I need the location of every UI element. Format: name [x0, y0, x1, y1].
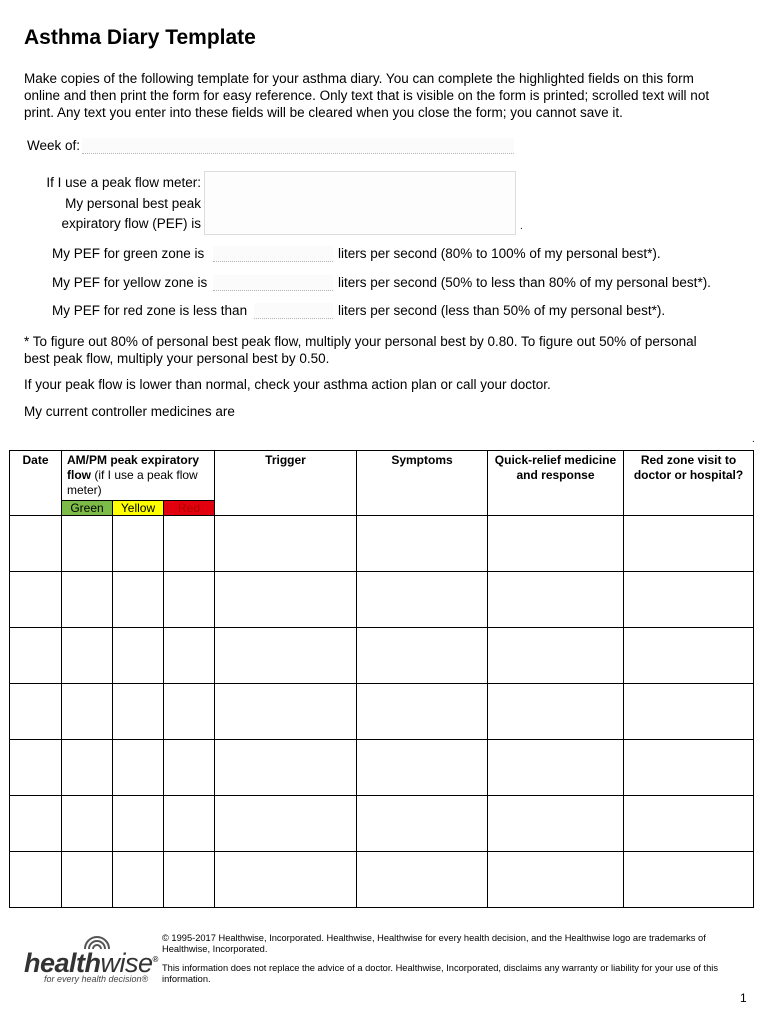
symptoms-cell[interactable] — [357, 796, 488, 852]
quick-relief-cell[interactable] — [488, 516, 624, 572]
trigger-cell[interactable] — [215, 628, 357, 684]
red-flow-cell[interactable] — [164, 628, 215, 684]
zone-legend — [62, 500, 214, 515]
table-row — [10, 572, 754, 628]
date-cell[interactable] — [10, 740, 62, 796]
trigger-cell[interactable] — [215, 516, 357, 572]
personal-best-label: If I use a peak flow meter: My personal best peak expiratory flow (PEF) is — [46, 175, 201, 231]
symptoms-header: Symptoms — [357, 451, 488, 516]
date-header: Date — [10, 451, 62, 516]
date-cell[interactable] — [10, 572, 62, 628]
yellow-zone-header: Yellow — [112, 500, 163, 515]
disclaimer-notice: This information does not replace the advice of a doctor. Healthwise, Incorporated, disclaims any warranty or liability for your use of this information. — [162, 963, 719, 984]
table-row — [10, 628, 754, 684]
green-flow-cell[interactable] — [62, 572, 113, 628]
yellow-flow-cell[interactable] — [113, 852, 164, 908]
yellow-zone-suffix: liters per second (50% to less than 80% of my personal best*). — [338, 275, 711, 290]
date-cell[interactable] — [10, 852, 62, 908]
trailing-period: . — [520, 221, 523, 232]
symptoms-cell[interactable] — [357, 740, 488, 796]
red-zone-visit-cell[interactable] — [624, 740, 754, 796]
intro-line: print. Any text you enter into these fields will be cleared when you close the form; you cannot save it. — [24, 105, 623, 120]
date-cell[interactable] — [10, 684, 62, 740]
week-of-label: Week of: — [27, 138, 81, 153]
table-header-row — [10, 451, 754, 516]
table-row — [10, 740, 754, 796]
red-zone-visit-cell[interactable] — [624, 628, 754, 684]
yellow-flow-cell[interactable] — [113, 628, 164, 684]
green-zone-field[interactable] — [213, 246, 333, 262]
red-flow-cell[interactable] — [164, 684, 215, 740]
yellow-flow-cell[interactable] — [113, 796, 164, 852]
yellow-flow-cell[interactable] — [113, 516, 164, 572]
controller-medicines-label: My current controller medicines are — [24, 404, 235, 419]
asthma-diary-table — [9, 450, 754, 908]
green-zone-header: Green — [62, 500, 112, 515]
date-cell[interactable] — [10, 628, 62, 684]
trailing-period: . — [752, 434, 755, 445]
symptoms-cell[interactable] — [357, 628, 488, 684]
symptoms-cell[interactable] — [357, 852, 488, 908]
red-zone-visit-cell[interactable] — [624, 796, 754, 852]
red-zone-field[interactable] — [254, 303, 333, 319]
red-zone-label: My PEF for red zone is less than — [52, 303, 248, 318]
intro-line: Make copies of the following template for your asthma diary. You can complete the highlighted fields on this form — [24, 71, 694, 86]
controller-medicines-field[interactable] — [24, 422, 752, 442]
symptoms-cell[interactable] — [357, 684, 488, 740]
symptoms-cell[interactable] — [357, 572, 488, 628]
red-zone-visit-cell[interactable] — [624, 852, 754, 908]
red-zone-header: Red — [163, 500, 214, 515]
red-flow-cell[interactable] — [164, 852, 215, 908]
healthwise-tagline: for every health decision® — [44, 974, 149, 984]
trigger-cell[interactable] — [215, 852, 357, 908]
red-flow-cell[interactable] — [164, 796, 215, 852]
intro-line: online and then print the form for easy reference. Only text that is visible on the form is printed; scrolled text will not — [24, 88, 710, 103]
quick-relief-cell[interactable] — [488, 796, 624, 852]
trigger-cell[interactable] — [215, 796, 357, 852]
green-flow-cell[interactable] — [62, 628, 113, 684]
footnote: * To figure out 80% of personal best peak flow, multiply your personal best by 0.80. To figure out 50% of personal best peak flow, multiply your personal best by 0.50. — [24, 334, 697, 366]
quick-relief-cell[interactable] — [488, 852, 624, 908]
table-row — [10, 684, 754, 740]
green-flow-cell[interactable] — [62, 796, 113, 852]
red-zone-visit-cell[interactable] — [624, 684, 754, 740]
personal-best-field[interactable] — [204, 171, 516, 235]
yellow-zone-label: My PEF for yellow zone is — [52, 275, 208, 290]
red-zone-visit-header: Red zone visit to doctor or hospital? — [624, 451, 754, 516]
green-zone-label: My PEF for green zone is — [52, 246, 205, 261]
table-row — [10, 852, 754, 908]
green-zone-suffix: liters per second (80% to 100% of my personal best*). — [338, 246, 661, 261]
page-title: Asthma Diary Template — [24, 26, 256, 49]
quick-relief-header: Quick-relief medicine and response — [488, 451, 624, 516]
green-flow-cell[interactable] — [62, 516, 113, 572]
red-flow-cell[interactable] — [164, 740, 215, 796]
date-cell[interactable] — [10, 516, 62, 572]
trigger-cell[interactable] — [215, 684, 357, 740]
quick-relief-cell[interactable] — [488, 572, 624, 628]
yellow-zone-field[interactable] — [213, 275, 333, 291]
quick-relief-cell[interactable] — [488, 628, 624, 684]
green-flow-cell[interactable] — [62, 852, 113, 908]
green-flow-cell[interactable] — [62, 740, 113, 796]
yellow-flow-cell[interactable] — [113, 572, 164, 628]
copyright-notice: © 1995-2017 Healthwise, Incorporated. Healthwise, Healthwise for every health decision, and the Healthwise logo are trademarks of Healthwise, Incorporated. — [162, 933, 706, 954]
intro-paragraph — [24, 70, 744, 121]
trigger-header: Trigger — [215, 451, 357, 516]
lower-than-normal-note: If your peak flow is lower than normal, check your asthma action plan or call your doctor. — [24, 377, 551, 392]
symptoms-cell[interactable] — [357, 516, 488, 572]
red-flow-cell[interactable] — [164, 572, 215, 628]
week-of-field[interactable] — [82, 138, 514, 154]
yellow-flow-cell[interactable] — [113, 740, 164, 796]
quick-relief-cell[interactable] — [488, 684, 624, 740]
table-row — [10, 796, 754, 852]
green-flow-cell[interactable] — [62, 684, 113, 740]
date-cell[interactable] — [10, 796, 62, 852]
red-zone-visit-cell[interactable] — [624, 516, 754, 572]
red-zone-visit-cell[interactable] — [624, 572, 754, 628]
table-row — [10, 516, 754, 572]
quick-relief-cell[interactable] — [488, 740, 624, 796]
page-number: 1 — [740, 991, 747, 1005]
red-flow-cell[interactable] — [164, 516, 215, 572]
trigger-cell[interactable] — [215, 572, 357, 628]
yellow-flow-cell[interactable] — [113, 684, 164, 740]
red-zone-suffix: liters per second (less than 50% of my personal best*). — [338, 303, 666, 318]
trigger-cell[interactable] — [215, 740, 357, 796]
healthwise-logo: healthwise® — [24, 948, 158, 978]
peak-flow-header: AM/PM peak expiratory flow (if I use a peak flow meter) Green Yellow Red — [62, 451, 215, 516]
